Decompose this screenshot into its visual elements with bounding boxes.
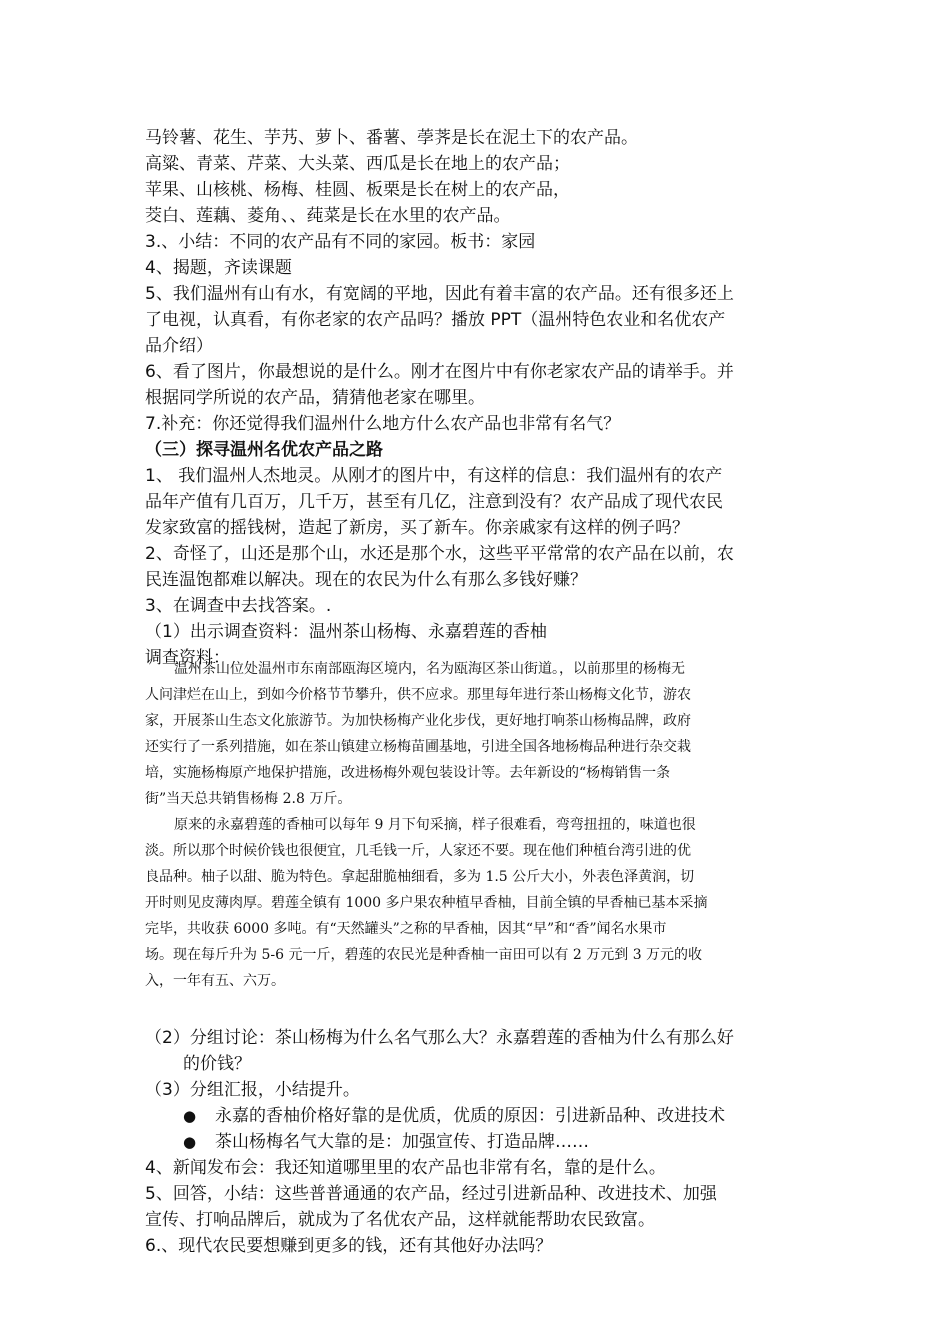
list-item: 永嘉的香柚价格好靠的是优质，优质的原因：引进新品种、改进技术 [215,1106,725,1126]
survey-line: 培，实施杨梅原产地保护措施，改进杨梅外观包装设计等。去年新设的“杨梅销售一条 [145,765,671,781]
list-item: 茶山杨梅名气大靠的是：加强宣传、打造品牌…… [215,1132,589,1152]
survey-line: 温州茶山位处温州市东南部瓯海区境内，名为瓯海区茶山街道。，以前那里的杨梅无 [174,661,685,677]
survey-line: 开时则见皮薄肉厚。碧莲全镇有 1000 多户果农种植早香柚，目前全镇的早香柚已基本采摘 [145,895,708,911]
text-line: （1）出示调查资料：温州茶山杨梅、永嘉碧莲的香柚 [145,622,547,642]
text-line: 的价钱？ [183,1054,251,1074]
text-line: 2、奇怪了，山还是那个山，水还是那个水，这些平平常常的农产品在以前，农 [145,544,734,564]
text-line: 3.、小结：不同的农产品有不同的家园。板书：家园 [145,232,536,252]
survey-line: 场。现在每斤升为 5-6 元一斤，碧莲的农民光是种香柚一亩田可以有 2 万元到 3 万元的收 [145,947,703,963]
text-line: 5、回答，小结：这些普普通通的农产品，经过引进新品种、改进技术、加强 [145,1184,717,1204]
text-line: 高粱、青菜、芹菜、大头菜、西瓜是长在地上的农产品； [145,154,570,174]
bullet-dot-icon: ● [183,1107,197,1125]
text-line: 6.、现代农民要想赚到更多的钱，还有其他好办法吗？ [145,1236,553,1256]
text-line: 4、揭题，齐读课题 [145,258,292,278]
text-line: 了电视，认真看，有你老家的农产品吗？播放 PPT（温州特色农业和名优农产 [145,310,726,330]
text-line: 1、 我们温州人杰地灵。从刚才的图片中，有这样的信息：我们温州有的农产 [145,466,723,486]
survey-line: 街”当天总共销售杨梅 2.8 万斤。 [145,791,352,807]
text-line: 品年产值有几百万，几千万，甚至有几亿，注意到没有？农产品成了现代农民 [145,492,723,512]
text-line: 根据同学所说的农产品，猜猜他老家在哪里。 [145,388,485,408]
text-line: （2）分组讨论：茶山杨梅为什么名气那么大？永嘉碧莲的香柚为什么有那么好 [145,1028,734,1048]
bullet-dot-icon: ● [183,1133,197,1151]
text-line: 民连温饱都难以解决。现在的农民为什么有那么多钱好赚？ [145,570,587,590]
text-line: 宣传、打响品牌后，就成为了名优农产品，这样就能帮助农民致富。 [145,1210,655,1230]
survey-line: 入，一年有五、六万。 [145,973,285,989]
survey-line: 淡。所以那个时候价钱也很便宜，几毛钱一斤，人家还不要。现在他们种植台湾引进的优 [145,843,691,859]
text-line: 3、在调查中去找答案。. [145,596,332,616]
survey-line: 家，开展茶山生态文化旅游节。为加快杨梅产业化步伐，更好地打响茶山杨梅品牌，政府 [145,713,691,729]
text-line: 4、新闻发布会：我还知道哪里里的农产品也非常有名，靠的是什么。 [145,1158,666,1178]
survey-line: 良品种。柚子以甜、脆为特色。拿起甜脆柚细看，多为 1.5 公斤大小，外表色泽黄润，切 [145,869,695,885]
text-line: 苹果、山核桃、杨梅、桂圆、板栗是长在树上的农产品， [145,180,570,200]
text-line: 7.补充：你还觉得我们温州什么地方什么农产品也非常有名气？ [145,414,621,434]
survey-line: 原来的永嘉碧莲的香柚可以每年 9 月下旬采摘，样子很难看，弯弯扭扭的，味道也很 [174,817,696,833]
survey-line: 完毕，共收获 6000 多吨。有“天然罐头”之称的早香柚，因其“早”和“香”闻名水果市 [145,921,667,937]
text-line: 马铃薯、花生、芋艿、萝卜、番薯、荸荠是长在泥土下的农产品。 [145,128,638,148]
text-line: 茭白、莲藕、菱角、、莼菜是长在水里的农产品。 [145,206,511,226]
text-line: 品介绍） [145,336,213,356]
text-line: 发家致富的摇钱树，造起了新房，买了新车。你亲戚家有这样的例子吗？ [145,518,689,538]
text-line: （3）分组汇报，小结提升。 [145,1080,360,1100]
survey-line: 还实行了一系列措施，如在茶山镇建立杨梅苗圃基地，引进全国各地杨梅品种进行杂交栽 [145,739,691,755]
text-line: 5、我们温州有山有水，有宽阔的平地，因此有着丰富的农产品。还有很多还上 [145,284,734,304]
section-heading: （三）探寻温州名优农产品之路 [145,440,383,460]
text-line: 调查资料： [145,648,230,668]
survey-line: 人问津烂在山上，到如今价格节节攀升，供不应求。那里每年进行茶山杨梅文化节，游农 [145,687,691,703]
text-line: 6、看了图片，你最想说的是什么。刚才在图片中有你老家农产品的请举手。并 [145,362,734,382]
